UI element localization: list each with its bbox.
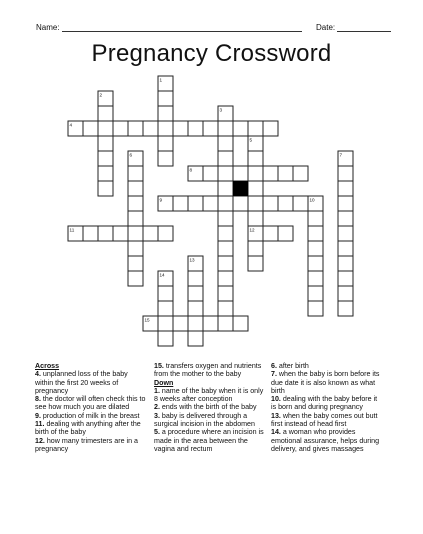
clues-column-1 [35, 362, 147, 453]
page-title: Pregnancy Crossword [91, 40, 332, 67]
grid-cell[interactable] [188, 301, 203, 316]
grid-cell[interactable] [173, 196, 188, 211]
clue-across-11: 11. dealing with anything after the birth of the baby [35, 420, 141, 437]
grid-cell[interactable] [308, 241, 323, 256]
grid-cell[interactable] [338, 256, 353, 271]
clue-down-3: 3. baby is delivered through a surgical incision in the abdomen [154, 411, 255, 429]
grid-cell[interactable] [338, 286, 353, 301]
grid-cell[interactable] [248, 211, 263, 226]
grid-cell[interactable] [158, 91, 173, 106]
grid-cell[interactable] [308, 286, 323, 301]
grid-cell[interactable] [158, 331, 173, 346]
clue-down-7: 7. when the baby is born before its due date it is also known as what birth [271, 370, 380, 395]
grid-cell[interactable] [338, 211, 353, 226]
clue-number: 10 [309, 197, 315, 203]
grid-cell[interactable] [218, 226, 233, 241]
clue-number: 11 [69, 227, 75, 233]
grid-cell[interactable] [308, 256, 323, 271]
grid-cell[interactable] [128, 196, 143, 211]
grid-cell[interactable] [203, 316, 218, 331]
clue-across-15: 15. transfers oxygen and nutrients from the mother to the baby [154, 362, 262, 379]
name-label: Name: [36, 23, 60, 32]
grid-cell[interactable] [248, 166, 263, 181]
grid-cell[interactable] [173, 121, 188, 136]
grid-cell[interactable] [218, 256, 233, 271]
grid-cell[interactable] [218, 271, 233, 286]
grid-cell[interactable] [158, 136, 173, 151]
grid-cell[interactable] [308, 271, 323, 286]
grid-cell[interactable] [128, 226, 143, 241]
clue-number: 4 [69, 122, 73, 128]
across-heading: Across [35, 362, 60, 370]
clue-down-14: 14. a woman who provides emotional assurance, helps during delivery, and gives massages [271, 428, 380, 453]
grid-cell[interactable] [98, 181, 113, 196]
grid-cell[interactable] [158, 316, 173, 331]
down-heading: Down [154, 378, 174, 387]
clue-across-9: 9. production of milk in the breast [35, 411, 140, 420]
clue-across-12: 12. how many trimesters are in a pregnancy [35, 436, 138, 453]
grid-cell[interactable] [158, 226, 173, 241]
grid-cell[interactable] [188, 121, 203, 136]
clue-number: 7 [339, 152, 343, 158]
clue-down-5: 5. a procedure where an incision is made in the area between the vagina and rectum [154, 428, 264, 453]
grid-cell[interactable] [293, 196, 308, 211]
grid-cell[interactable] [218, 286, 233, 301]
grid-cell[interactable] [263, 226, 278, 241]
clue-number: 1 [159, 77, 163, 83]
grid-cell[interactable] [218, 166, 233, 181]
clue-number: 15 [144, 317, 150, 323]
grid-cell[interactable] [203, 121, 218, 136]
grid-cell[interactable] [188, 271, 203, 286]
grid-cell[interactable] [98, 166, 113, 181]
grid-cell[interactable] [278, 226, 293, 241]
clue-number: 9 [159, 197, 163, 203]
clue-down-2: 2. ends with the birth of the baby [154, 403, 257, 412]
clue-number: 14 [159, 272, 165, 278]
clues-column-3 [271, 362, 383, 453]
clue-number: 8 [189, 167, 193, 173]
grid-cell[interactable] [248, 121, 263, 136]
grid-cell[interactable] [98, 151, 113, 166]
clue-number: 12 [249, 227, 255, 233]
grid-cell[interactable] [233, 196, 248, 211]
grid-cell[interactable] [263, 196, 278, 211]
grid-cell[interactable] [233, 121, 248, 136]
grid-cell[interactable] [248, 256, 263, 271]
grid-cell[interactable] [338, 181, 353, 196]
grid-cell[interactable] [203, 196, 218, 211]
grid-cell[interactable] [218, 196, 233, 211]
grid-cell[interactable] [233, 316, 248, 331]
grid-cell[interactable] [158, 301, 173, 316]
grid-cell[interactable] [188, 286, 203, 301]
clue-across-8: 8. the doctor will often check this to see how much you are dilated [35, 395, 146, 412]
grid-cell[interactable] [128, 121, 143, 136]
grid-cell[interactable] [218, 121, 233, 136]
clue-number: 13 [189, 257, 195, 263]
grid-cell[interactable] [218, 241, 233, 256]
grid-cell[interactable] [158, 121, 173, 136]
grid-cell[interactable] [293, 166, 308, 181]
grid-cell[interactable] [98, 106, 113, 121]
grid-cell[interactable] [338, 166, 353, 181]
grid-cell[interactable] [83, 121, 98, 136]
grid-cell[interactable] [233, 166, 248, 181]
grid-cell[interactable] [248, 151, 263, 166]
grid-cell[interactable] [248, 196, 263, 211]
grid-cell[interactable] [98, 136, 113, 151]
grid-cell[interactable] [248, 181, 263, 196]
grid-cell[interactable] [218, 136, 233, 151]
grid-cell[interactable] [158, 286, 173, 301]
grid-cell[interactable] [128, 256, 143, 271]
grid-cell[interactable] [188, 316, 203, 331]
grid-cell[interactable] [113, 121, 128, 136]
grid-cell[interactable] [203, 166, 218, 181]
grid-cell[interactable] [98, 121, 113, 136]
grid-cell[interactable] [128, 211, 143, 226]
grid-cell[interactable] [98, 226, 113, 241]
grid-cell[interactable] [128, 181, 143, 196]
clue-across-4: 4. unplanned loss of the baby within the first 20 weeks of pregnancy [35, 370, 128, 395]
grid-cell[interactable] [128, 241, 143, 256]
grid-cell[interactable] [188, 196, 203, 211]
grid-cell[interactable] [248, 241, 263, 256]
clue-down-6: 6. after birth [271, 362, 309, 370]
grid-cell[interactable] [263, 166, 278, 181]
grid-cell[interactable] [113, 226, 128, 241]
grid-cell[interactable] [338, 271, 353, 286]
grid-cell[interactable] [308, 211, 323, 226]
grid-cell[interactable] [338, 196, 353, 211]
grid-cell[interactable] [308, 301, 323, 316]
grid-cell[interactable] [338, 241, 353, 256]
date-label: Date: [316, 23, 336, 32]
grid-cell[interactable] [128, 271, 143, 286]
grid-cell[interactable] [128, 166, 143, 181]
grid-cell[interactable] [308, 226, 323, 241]
grid-cell[interactable] [158, 151, 173, 166]
clue-number: 5 [249, 137, 253, 143]
black-square [233, 181, 248, 196]
clue-down-13: 13. when the baby comes out butt first instead of head first [271, 411, 378, 429]
clues-column-2 [154, 362, 266, 453]
grid-cell[interactable] [218, 301, 233, 316]
clue-number: 2 [99, 92, 103, 98]
grid-cell[interactable] [338, 301, 353, 316]
grid-cell[interactable] [218, 181, 233, 196]
grid-cell[interactable] [143, 226, 158, 241]
grid-cell[interactable] [278, 196, 293, 211]
clue-number: 6 [129, 152, 133, 158]
grid-cell[interactable] [83, 226, 98, 241]
grid-cell[interactable] [263, 121, 278, 136]
grid-cell[interactable] [188, 331, 203, 346]
grid-cell[interactable] [218, 316, 233, 331]
grid-cell[interactable] [173, 316, 188, 331]
grid-cell[interactable] [278, 166, 293, 181]
grid-cell[interactable] [218, 211, 233, 226]
grid-cell[interactable] [338, 226, 353, 241]
clue-down-10: 10. dealing with the baby before it is born and during pregnancy [271, 395, 378, 412]
grid-cell[interactable] [218, 151, 233, 166]
grid-cell[interactable] [158, 106, 173, 121]
grid-cell[interactable] [143, 121, 158, 136]
clue-down-1: 1. name of the baby when it is only 8 weeks after conception [154, 386, 264, 404]
clue-number: 3 [219, 107, 223, 113]
